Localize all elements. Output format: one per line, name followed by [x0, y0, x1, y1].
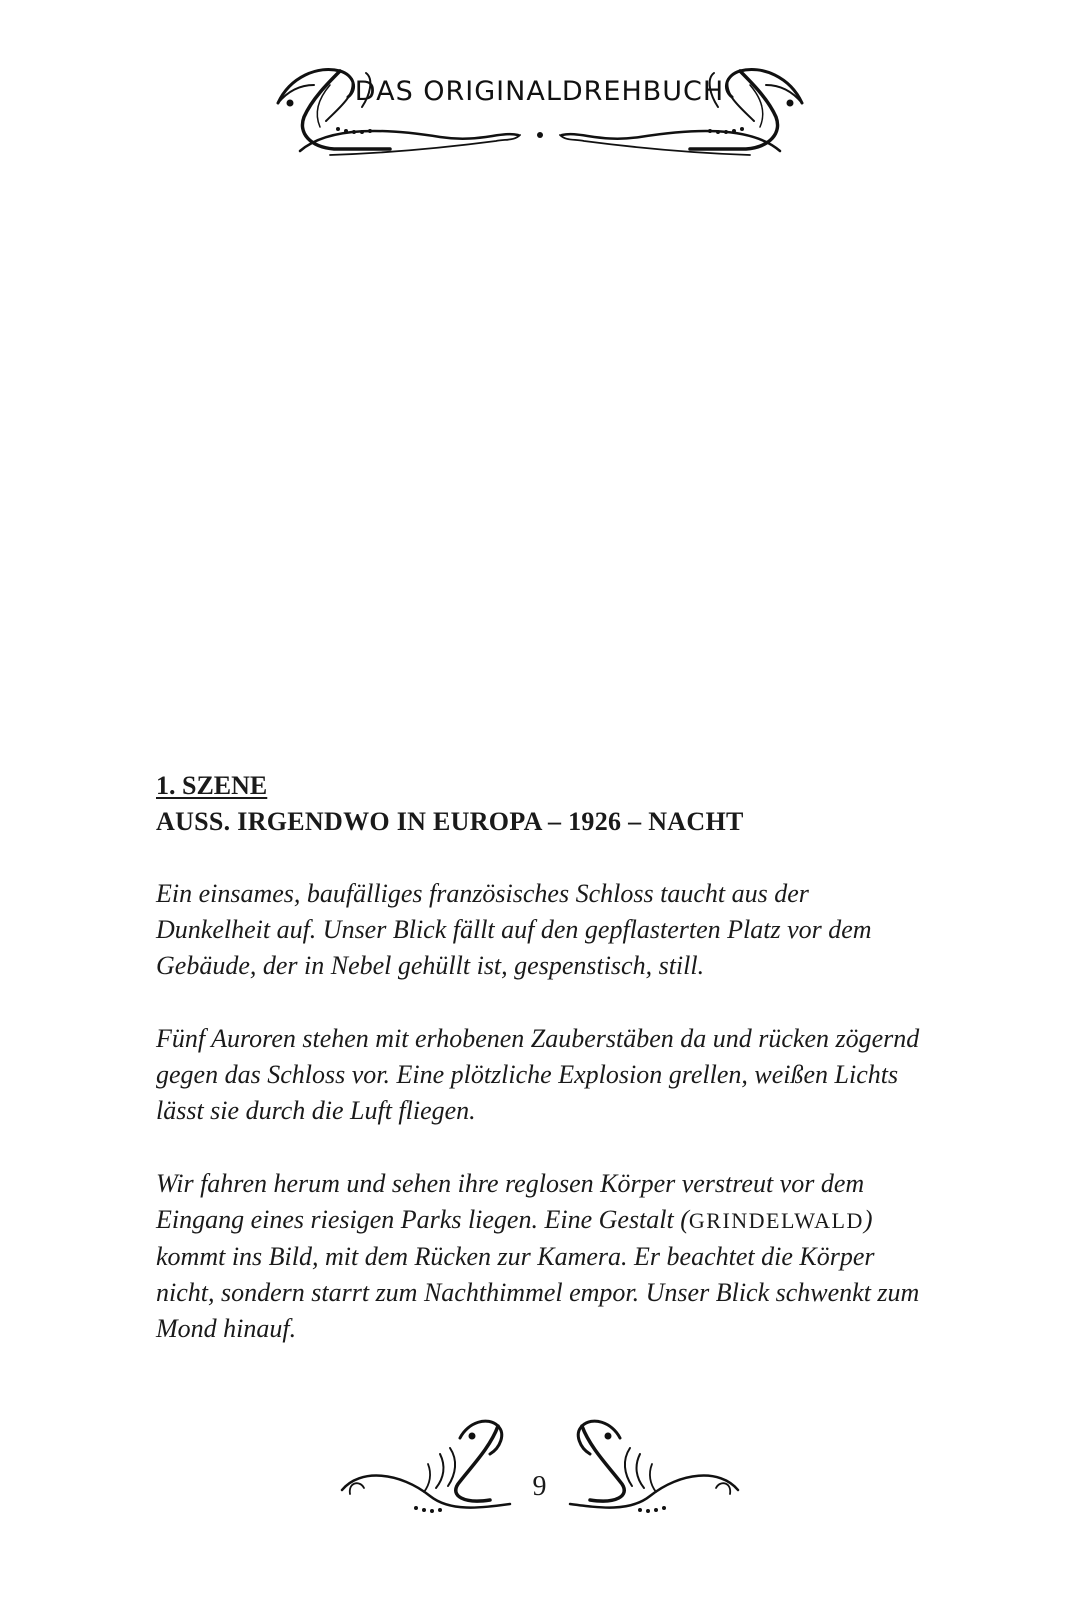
scene-number: 1. SZENE [156, 771, 268, 800]
scene-heading: AUSS. IRGENDWO IN EUROPA – 1926 – NACHT [156, 807, 744, 836]
scene-paragraph-3 [156, 1166, 926, 1347]
scene-paragraph-1: Ein einsames, baufälliges französisches Schloss taucht aus der Dunkelheit auf. Unser Blick fällt auf den gepflasterten Platz vor dem Gebäude, der in Nebel gehüllt ist, gespenstisch, still. [156, 879, 872, 980]
paragraph-3-text-before: Wir fahren herum und sehen ihre reglosen Körper verstreut vor dem Eingang eines riesigen Parks liegen. Eine Gestalt ( [156, 1169, 865, 1234]
page-number: 9 [532, 1471, 547, 1502]
scene-content [156, 768, 926, 1384]
scene-paragraph-2: Fünf Auroren stehen mit erhobenen Zauberstäben da und rücken zögernd gegen das Schloss vor. Eine plötzliche Explosion grellen, weißen Lichts lässt sie durch die Luft fliegen. [156, 1024, 920, 1125]
running-header-title: DAS ORIGINALDREHBUCH [354, 76, 725, 107]
header-swan-ornament [270, 55, 810, 165]
paragraph-3-text-after: ) kommt ins Bild, mit dem Rücken zur Kamera. Er beachtet die Körper nicht, sondern starrt zum Nachthimmel empor. Unser Blick schwenkt zum Mond hinauf. [156, 1205, 920, 1343]
character-name: GRINDELWALD [688, 1208, 864, 1233]
